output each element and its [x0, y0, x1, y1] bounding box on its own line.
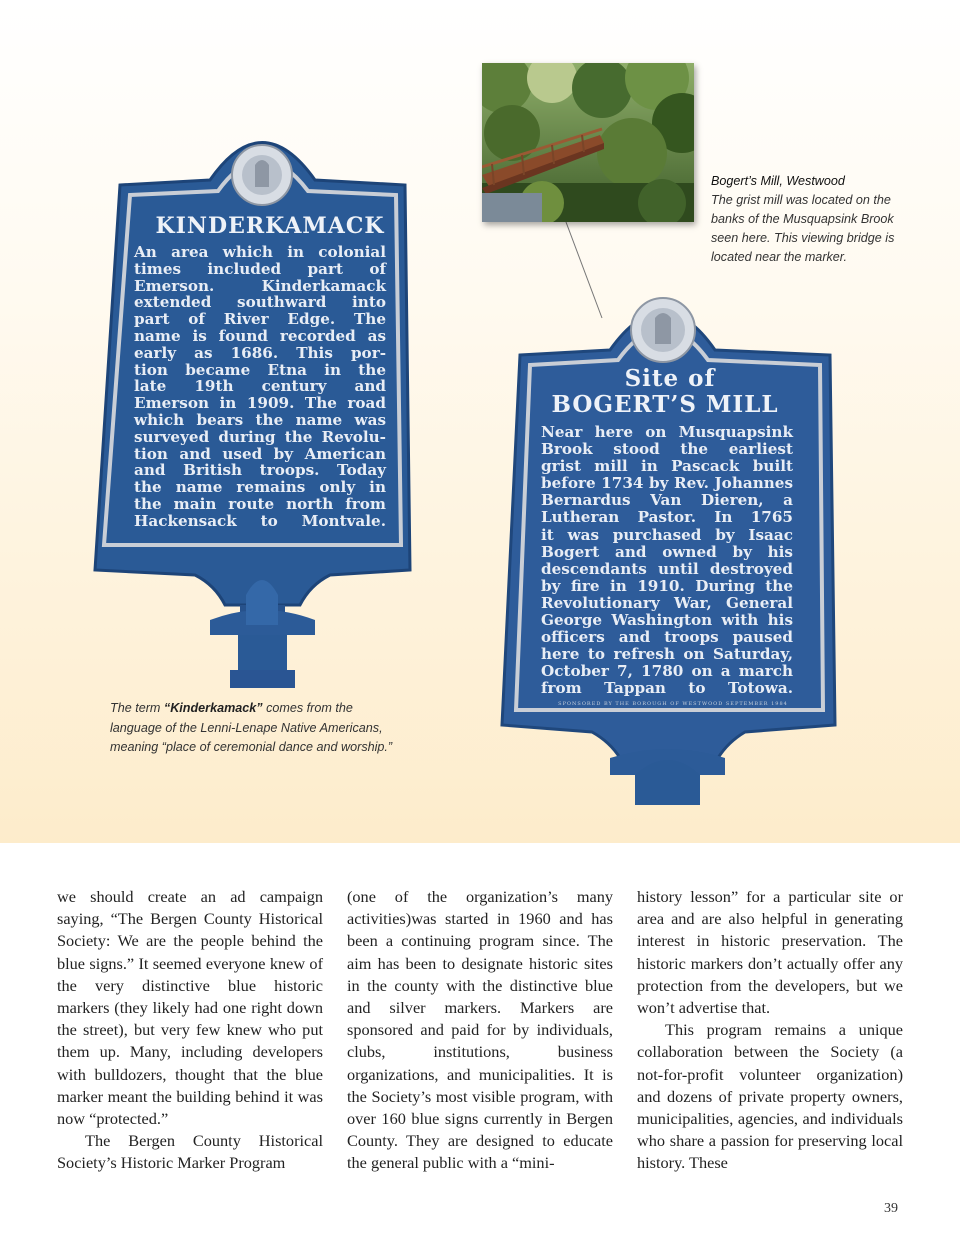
marker-text-line: tion became Etna in the — [134, 360, 386, 379]
marker-text-line: George Washington with his — [541, 611, 793, 630]
caption-line3: meaning “place of ceremonial dance and worship.” — [110, 740, 393, 754]
bogerts-mill-marker-text — [541, 424, 793, 698]
caption-line2: language of the Lenni-Lenape Native Americans, — [110, 720, 383, 735]
body-column-2 — [347, 886, 613, 1175]
bogerts-mill-photo — [482, 63, 694, 222]
marker-text-line: descendants until destroyed — [541, 559, 793, 578]
page-number: 39 — [884, 1201, 898, 1216]
marker-text-line: An area which in colonial — [134, 243, 386, 261]
bogerts-mill-marker-title-line1: Site of — [624, 365, 716, 392]
marker-text-line: officers and troops paused — [541, 628, 793, 647]
body-paragraph: (one of the organization’s many activities)was started in 1960 and has been a continuing program since. The aim has been to designate historic sites in the county with the distinctive blue and silver markers. Markers are sponsored and paid for by individuals, clubs, institutions, business organizations, and municipalities. It is the Society’s most visible program, with over 160 blue signs currently in Bergen County. They are designed to educate the general public with a “mini- — [347, 887, 613, 1173]
marker-text-line: late 19th century and — [134, 377, 386, 396]
body-paragraph: The Bergen County Historical Society’s Historic Marker Program — [57, 1131, 323, 1173]
marker-text-line: and British troops. Today — [134, 461, 386, 480]
marker-text-line: grist mill in Pascack built — [541, 457, 793, 476]
caption-prefix: The term — [110, 701, 164, 715]
marker-text-line: Bernardus Van Dieren, a — [541, 491, 793, 510]
marker-text-line: Revolutionary War, General — [541, 593, 793, 612]
body-paragraph: we should create an ad campaign saying, “The Bergen County Historical Society: We are the people behind the blue signs.” It seemed everyone knew of the very distinctive blue historic markers (they likely had one right down the street), but very few knew who put them up. Many, including developers with bulldozers, thought that the blue marker meant the building behind it was now “protected.” — [57, 887, 323, 1129]
marker-text-line: from Tappan to Totowa. — [541, 679, 793, 698]
bogerts-mill-marker-sponsor: SPONSORED BY THE BOROUGH OF WESTWOOD SEPTEMBER 1984 — [558, 701, 788, 707]
marker-text-line: Lutheran Pastor. In 1765 — [541, 508, 793, 527]
marker-text-line: name is found recorded as — [134, 326, 386, 345]
marker-text-line: Near here on Musquapsink — [541, 423, 793, 441]
body-paragraph: This program remains a unique collaboration between the Society (a not-for-profit volunteer organization) and dozens of private property owners, municipalities, agencies, and individuals who share a passion for preserving local history. These — [637, 1020, 903, 1173]
kinderkamack-marker-title: KINDERKAMACK — [155, 213, 385, 239]
body-column-3 — [637, 886, 903, 1175]
marker-text-line: tion and used by American — [134, 444, 386, 463]
body-paragraph: history lesson” for a particular site or area and are also helpful in generating interest in historic preservation. The historic markers don’t actually offer any protection from the developers, but we won’t advertise that. — [637, 887, 903, 1018]
photo-caption — [711, 172, 921, 267]
marker-text-line: early as 1686. This por- — [134, 343, 386, 362]
photo-caption-line: banks of the Musquapsink Brook — [711, 212, 894, 226]
marker-text-line: the main route north from — [134, 494, 386, 513]
kinderkamack-caption — [110, 699, 430, 758]
marker-text-line: Bogert and owned by his — [541, 542, 793, 561]
marker-text-line: extended southward into — [134, 293, 386, 312]
marker-text-line: before 1734 by Rev. Johannes — [541, 474, 793, 493]
marker-text-line: here to refresh on Saturday, — [541, 645, 793, 664]
marker-text-line: times included part of — [134, 259, 386, 278]
bogerts-mill-marker-title-line2: BOGERT’S MILL — [551, 391, 779, 418]
kinderkamack-marker-text — [134, 244, 386, 530]
marker-text-line: which bears the name was — [134, 410, 386, 429]
marker-text-line: Emerson in 1909. The road — [134, 394, 386, 413]
marker-text-line: Brook stood the earliest — [541, 440, 793, 459]
marker-text-line: the name remains only in — [134, 478, 386, 497]
marker-text-line: by fire in 1910. During the — [541, 576, 793, 595]
marker-text-line: Emerson. Kinderkamack — [134, 276, 386, 295]
marker-text-line: surveyed during the Revolu- — [134, 427, 386, 446]
caption-line1-rest: comes from the — [262, 701, 353, 715]
photo-caption-line: located near the marker. — [711, 250, 848, 264]
body-column-1 — [57, 886, 323, 1175]
marker-text-line: October 7, 1780 on a march — [541, 662, 793, 681]
caption-term: “Kinderkamack” — [163, 701, 263, 715]
marker-text-line: part of River Edge. The — [134, 310, 386, 329]
photo-caption-line: seen here. This viewing bridge is — [711, 231, 895, 245]
marker-text-line: Hackensack to Montvale. — [134, 511, 386, 530]
marker-text-line: it was purchased by Isaac — [541, 525, 793, 544]
photo-caption-line: The grist mill was located on the — [711, 193, 891, 207]
photo-caption-title: Bogert’s Mill, Westwood — [711, 174, 845, 188]
